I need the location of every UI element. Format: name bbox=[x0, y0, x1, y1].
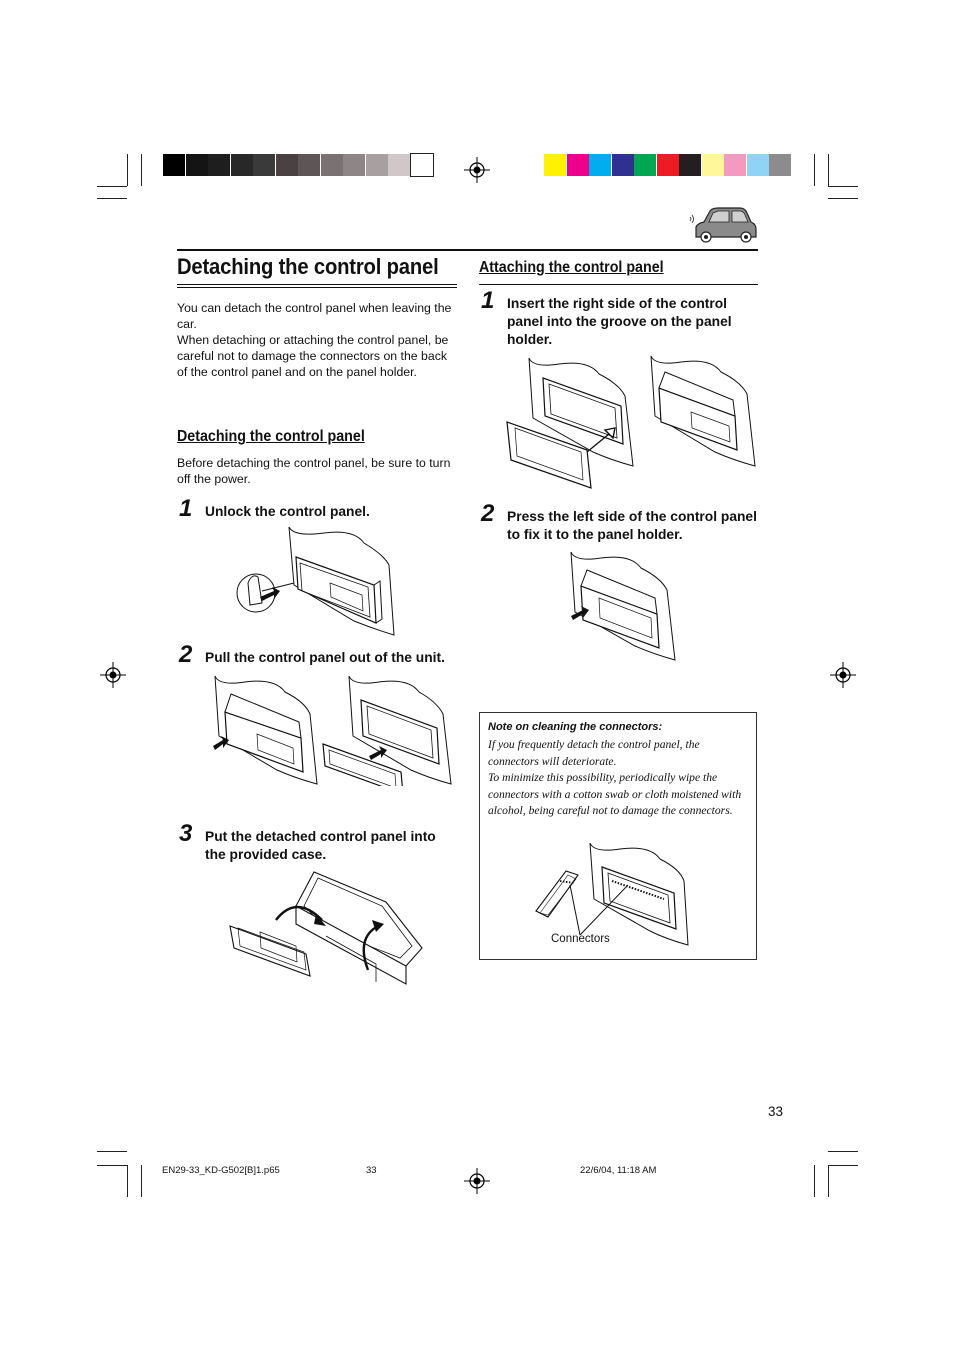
color-swatch bbox=[612, 154, 634, 176]
footer-timestamp: 22/6/04, 11:18 AM bbox=[580, 1165, 657, 1176]
color-swatch bbox=[657, 154, 679, 176]
crop-mark bbox=[97, 1151, 127, 1152]
crop-mark bbox=[828, 1151, 858, 1152]
crop-mark bbox=[814, 154, 815, 186]
crop-mark bbox=[814, 1165, 815, 1197]
registration-target-icon bbox=[830, 662, 856, 688]
case-illustration bbox=[226, 866, 428, 990]
color-swatch bbox=[544, 154, 566, 176]
title-underline bbox=[177, 284, 457, 285]
color-swatch bbox=[589, 154, 611, 176]
section-rule bbox=[479, 284, 758, 285]
color-swatch bbox=[253, 154, 275, 176]
step-text: Press the left side of the control panel to fix it to the panel holder. bbox=[507, 509, 757, 542]
header-rule bbox=[177, 249, 758, 251]
section-intro: Before detaching the control panel, be sure to turn off the power. bbox=[177, 456, 451, 486]
crop-mark bbox=[141, 1165, 142, 1197]
color-swatch bbox=[276, 154, 298, 176]
crop-mark bbox=[97, 1165, 127, 1166]
registration-target-icon bbox=[464, 157, 490, 183]
step-number: 2 bbox=[179, 641, 193, 668]
color-swatch bbox=[298, 154, 320, 176]
crop-mark bbox=[828, 154, 829, 186]
color-swatch bbox=[769, 154, 791, 176]
crop-mark bbox=[97, 186, 127, 187]
color-swatch bbox=[163, 154, 185, 176]
color-swatch bbox=[724, 154, 746, 176]
color-swatch bbox=[343, 154, 365, 176]
caution-paragraph: When detaching or attaching the control panel, be careful not to damage the connectors on the back of the control panel and on the panel holder. bbox=[177, 333, 449, 379]
step-number: 1 bbox=[481, 287, 495, 314]
color-swatch bbox=[186, 154, 208, 176]
color-swatch bbox=[366, 154, 388, 176]
step-text: Insert the right side of the control panel into the groove on the panel holder. bbox=[507, 296, 732, 347]
crop-mark bbox=[828, 1165, 829, 1197]
page-title: Detaching the control panel bbox=[177, 254, 439, 279]
crop-mark bbox=[127, 154, 128, 186]
intro-text bbox=[177, 300, 459, 380]
crop-mark bbox=[97, 198, 127, 199]
page-number: 33 bbox=[768, 1104, 784, 1119]
step-number: 2 bbox=[481, 500, 495, 527]
section-heading-attach: Attaching the control panel bbox=[479, 259, 664, 276]
step-text: Unlock the control panel. bbox=[205, 504, 370, 519]
note-paragraph: If you frequently detach the control panel, the connectors will deteriorate. bbox=[488, 738, 700, 768]
press-panel-illustration bbox=[567, 550, 679, 662]
note-box bbox=[479, 712, 757, 960]
note-body bbox=[488, 737, 750, 820]
note-title: Note on cleaning the connectors: bbox=[488, 721, 663, 733]
pull-panel-illustration bbox=[205, 672, 457, 786]
color-swatch bbox=[634, 154, 656, 176]
footer-filename: EN29-33_KD-G502[B]1.p65 bbox=[162, 1165, 280, 1176]
section-heading-detach: Detaching the control panel bbox=[177, 428, 365, 445]
crop-mark bbox=[828, 1165, 858, 1166]
color-swatch bbox=[411, 154, 433, 176]
color-swatch bbox=[208, 154, 230, 176]
car-icon bbox=[688, 203, 760, 245]
color-swatch bbox=[702, 154, 724, 176]
color-swatch bbox=[321, 154, 343, 176]
crop-mark bbox=[127, 1165, 128, 1197]
step-text: Put the detached control panel into the provided case. bbox=[205, 829, 436, 862]
step-text: Pull the control panel out of the unit. bbox=[205, 650, 445, 665]
note-paragraph: To minimize this possibility, periodically wipe the connectors with a cotton swab or cloth moistened with alcohol, being careful not to damage the connectors. bbox=[488, 771, 742, 817]
registration-target-icon bbox=[100, 662, 126, 688]
color-swatch bbox=[567, 154, 589, 176]
footer-file-page: 33 bbox=[366, 1165, 377, 1176]
step-number: 3 bbox=[179, 820, 193, 847]
crop-mark bbox=[828, 186, 858, 187]
crop-mark bbox=[141, 154, 142, 186]
registration-target-icon bbox=[464, 1168, 490, 1194]
intro-paragraph: You can detach the control panel when leaving the car. bbox=[177, 301, 452, 331]
title-underline bbox=[177, 287, 457, 288]
color-swatch bbox=[679, 154, 701, 176]
connectors-illustration bbox=[532, 841, 692, 947]
insert-panel-illustration bbox=[503, 354, 759, 490]
step-number: 1 bbox=[179, 495, 193, 522]
unlock-panel-illustration bbox=[234, 525, 398, 639]
connectors-label: Connectors bbox=[551, 933, 610, 945]
crop-mark bbox=[828, 198, 858, 199]
color-swatch bbox=[388, 154, 410, 176]
color-swatch bbox=[747, 154, 769, 176]
color-swatch bbox=[231, 154, 253, 176]
